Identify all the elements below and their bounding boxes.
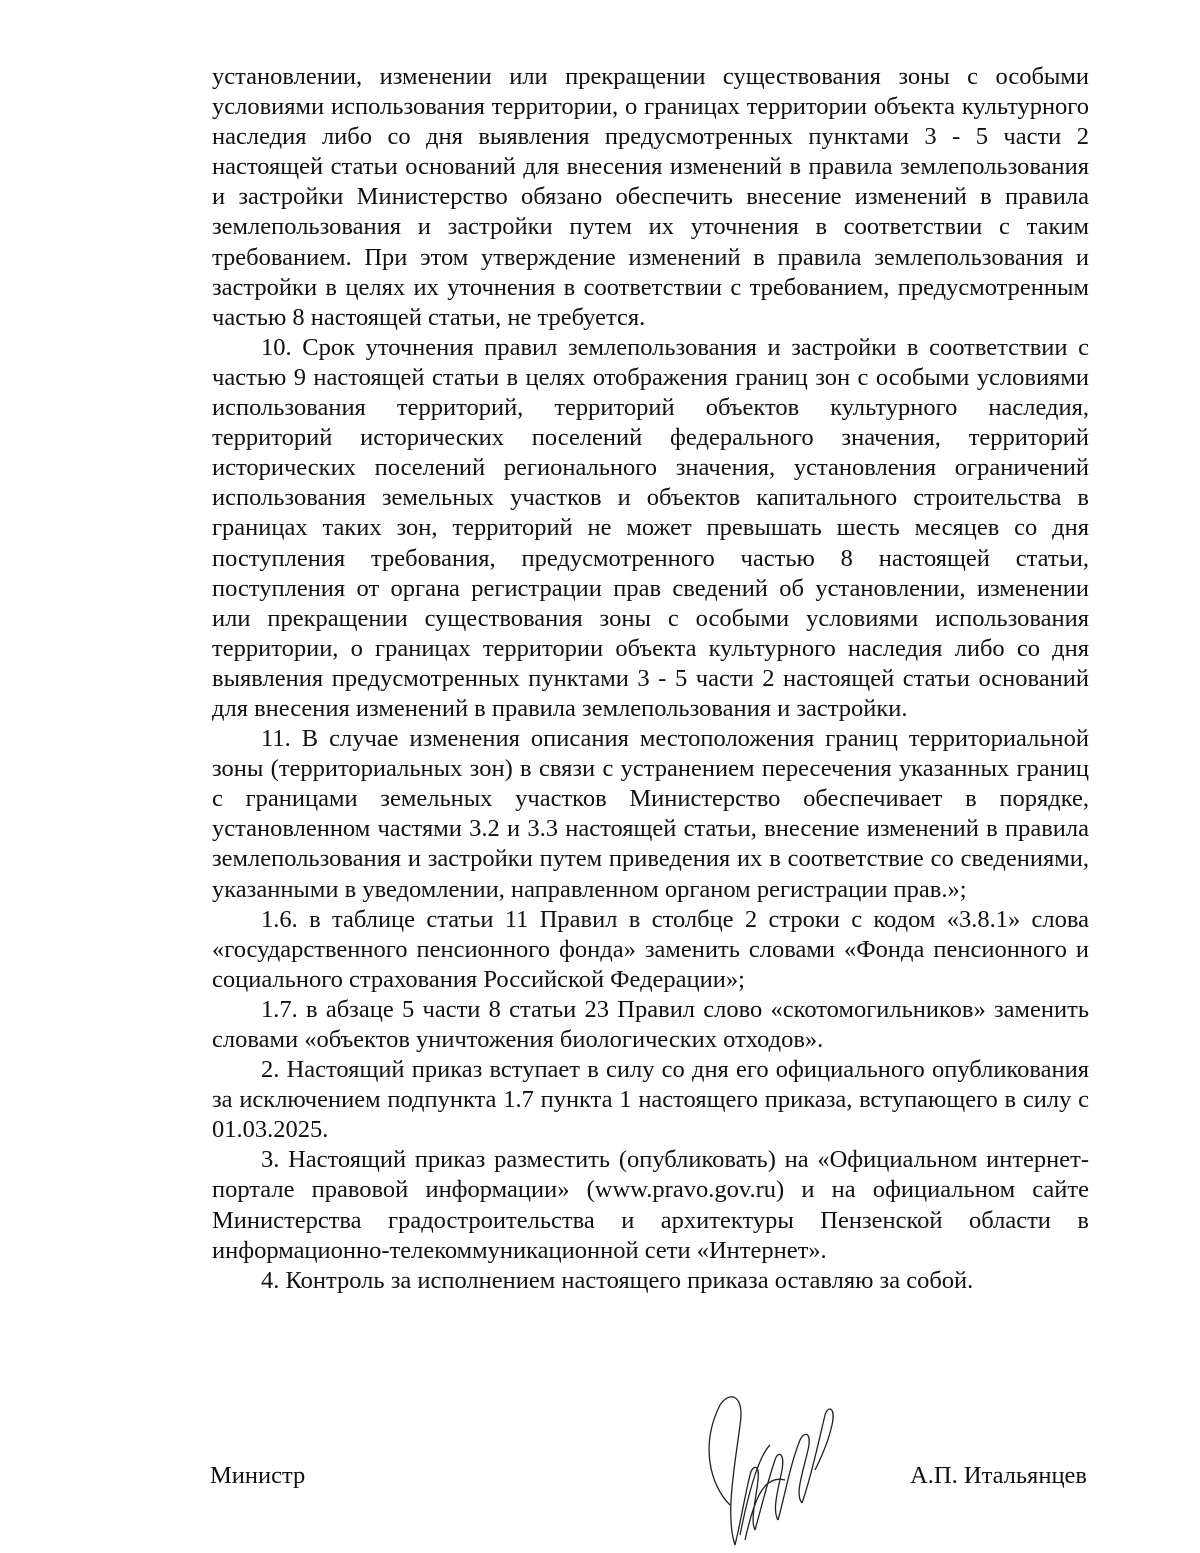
paragraph-3: 3. Настоящий приказ разместить (опубликовать) на «Официальном интернет-портале правовой информации» (www.pravo.gov.ru) и на официальном сайте Министерства градостроительства и архитектуры Пензенской области в информационно-телекоммуникационной сети «Интернет». [212, 1146, 1089, 1264]
paragraph-1-6: 1.6. в таблице статьи 11 Правил в столбце 2 строки с кодом «3.8.1» слова «государственного пенсионного фонда» заменить словами «Фонда пенсионного и социального страхования Российской Федерации»; [212, 905, 1089, 993]
paragraph-1-7: 1.7. в абзаце 5 части 8 статьи 23 Правил слово «скотомогильников» заменить словами «объектов уничтожения биологических отходов». [212, 995, 1089, 1053]
handwritten-signature [690, 1385, 850, 1550]
paragraph-2: 2. Настоящий приказ вступает в силу со дня его официального опубликования за исключением подпункта 1.7 пункта 1 настоящего приказа, вступающего в силу с 01.03.2025. [212, 1056, 1089, 1144]
paragraph-continuation: установлении, изменении или прекращении существования зоны с особыми условиями использования территории, о границах территории объекта культурного наследия либо со дня выявления предусмотренных пунктами 3 - 5 части 2 настоящей статьи оснований для внесения изменений в правила землепользования и застройки Министерство обязано обеспечить внесение изменений в правила землепользования и застройки путем их уточнения в соответствии с таким требованием. При этом утверждение изменений в правила землепользования и застройки в целях их уточнения в соответствии с требованием, предусмотренным частью 8 настоящей статьи, не требуется. [212, 63, 1089, 331]
document-body [212, 62, 1089, 1296]
signatory-name: А.П. Итальянцев [910, 1462, 1087, 1489]
paragraph-11: 11. В случае изменения описания местоположения границ территориальной зоны (территориальных зон) в связи с устранением пересечения указанных границ с границами земельных участков Министерство обеспечивает в порядке, установленном частями 3.2 и 3.3 настоящей статьи, внесение изменений в правила землепользования и застройки путем приведения их в соответствие со сведениями, указанными в уведомлении, направленном органом регистрации прав.»; [212, 725, 1089, 903]
paragraph-4: 4. Контроль за исполнением настоящего приказа оставляю за собой. [261, 1266, 974, 1294]
signatory-role: Министр [210, 1462, 306, 1489]
paragraph-10: 10. Срок уточнения правил землепользования и застройки в соответствии с частью 9 настоящей статьи в целях отображения границ зон с особыми условиями использования территорий, территорий объектов культурного наследия, территорий исторических поселений федерального значения, территорий исторических поселений регионального значения, установления ограничений использования земельных участков и объектов капитального строительства в границах таких зон, территорий не может превышать шесть месяцев со дня поступления требования, предусмотренного частью 8 настоящей статьи, поступления от органа регистрации прав сведений об установлении, изменении или прекращении существования зоны с особыми условиями использования территории, о границах территории объекта культурного наследия либо со дня выявления предусмотренных пунктами 3 - 5 части 2 настоящей статьи оснований для внесения изменений в правила землепользования и застройки. [212, 333, 1089, 722]
